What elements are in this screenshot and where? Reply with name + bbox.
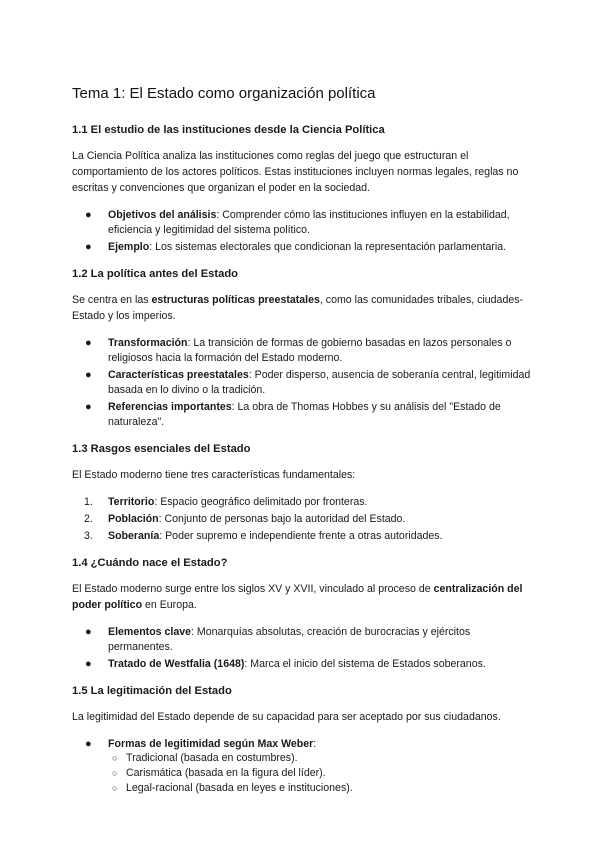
section-heading-1-1: 1.1 El estudio de las instituciones desde la Ciencia Política: [72, 124, 385, 136]
list-item: 3. Soberanía: Poder supremo e independiente frente a otras autoridades.: [84, 530, 443, 542]
hollow-bullet-icon: ○: [112, 768, 118, 778]
bullet-icon: ●: [85, 401, 92, 413]
bullet-list-1-2: [72, 336, 532, 430]
section-paragraph-1-3: El Estado moderno tiene tres características fundamentales:: [72, 469, 356, 481]
bullet-icon: ●: [85, 369, 92, 381]
list-item: ● Elementos clave: Monarquías absolutas, creación de burocracias y ejércitos permanentes.: [85, 626, 471, 653]
section-heading-1-3: 1.3 Rasgos esenciales del Estado: [72, 443, 251, 455]
sub-list-weber: [72, 751, 532, 796]
sub-list-item: ○ Carismática (basada en la figura del líder).: [112, 767, 326, 779]
hollow-bullet-icon: ○: [112, 783, 118, 793]
list-item: 1. Territorio: Espacio geográfico delimitado por fronteras.: [84, 496, 368, 508]
document-content: [72, 84, 532, 796]
list-item: 2. Población: Conjunto de personas bajo la autoridad del Estado.: [84, 513, 406, 525]
bullet-icon: ●: [85, 209, 92, 221]
section-paragraph-1-2: Se centra en las estructuras políticas preestatales, como las comunidades tribales, ciudades-Estado y los imperios.: [72, 294, 524, 322]
section-paragraph-1-1: La Ciencia Política analiza las instituciones como reglas del juego que estructuran el comportamiento de los actores políticos. Estas instituciones incluyen normas legales, reglas no escritas y convenciones que organizan el poder en la sociedad.: [72, 150, 519, 194]
list-item: ● Ejemplo: Los sistemas electorales que condicionan la representación parlamentaria.: [85, 241, 507, 253]
list-item: ● Formas de legitimidad según Max Weber:: [85, 738, 317, 750]
bullet-icon: ●: [85, 241, 92, 253]
bullet-icon: ●: [85, 738, 92, 750]
section-paragraph-1-5: La legitimidad del Estado depende de su capacidad para ser aceptado por sus ciudadanos.: [72, 711, 501, 723]
section-heading-1-4: 1.4 ¿Cuándo nace el Estado?: [72, 557, 228, 569]
hollow-bullet-icon: ○: [112, 753, 118, 763]
section-heading-1-2: 1.2 La política antes del Estado: [72, 268, 238, 280]
list-item: ● Objetivos del análisis: Comprender cómo las instituciones influyen en la estabilidad, eficiencia y legitimidad del sistema político.: [85, 209, 510, 236]
bullet-icon: ●: [85, 658, 92, 670]
section-heading-1-5: 1.5 La legitimación del Estado: [72, 685, 232, 697]
sub-list-item: ○ Legal-racional (basada en leyes e instituciones).: [112, 782, 353, 794]
section-paragraph-1-4: El Estado moderno surge entre los siglos XV y XVII, vinculado al proceso de centralización del poder político en Europa.: [72, 583, 523, 611]
bullet-list-1-5: [72, 737, 532, 752]
bullet-list-1-1: [72, 208, 532, 255]
page-title: Tema 1: El Estado como organización política: [72, 85, 376, 102]
bullet-list-1-4: [72, 625, 532, 672]
sub-list-item: ○ Tradicional (basada en costumbres).: [112, 752, 298, 764]
list-item: ● Características preestatales: Poder disperso, ausencia de soberanía central, legitimidad basada en lo divino o la tradición.: [85, 369, 531, 396]
list-item: ● Tratado de Westfalia (1648): Marca el inicio del sistema de Estados soberanos.: [85, 658, 486, 670]
bullet-icon: ●: [85, 337, 92, 349]
numbered-list-1-3: [72, 495, 532, 544]
list-item: ● Referencias importantes: La obra de Thomas Hobbes y su análisis del "Estado de naturaleza".: [85, 401, 501, 428]
list-item: ● Transformación: La transición de formas de gobierno basadas en lazos personales o religiosos hacia la formación del Estado moderno.: [85, 337, 512, 364]
bullet-icon: ●: [85, 626, 92, 638]
